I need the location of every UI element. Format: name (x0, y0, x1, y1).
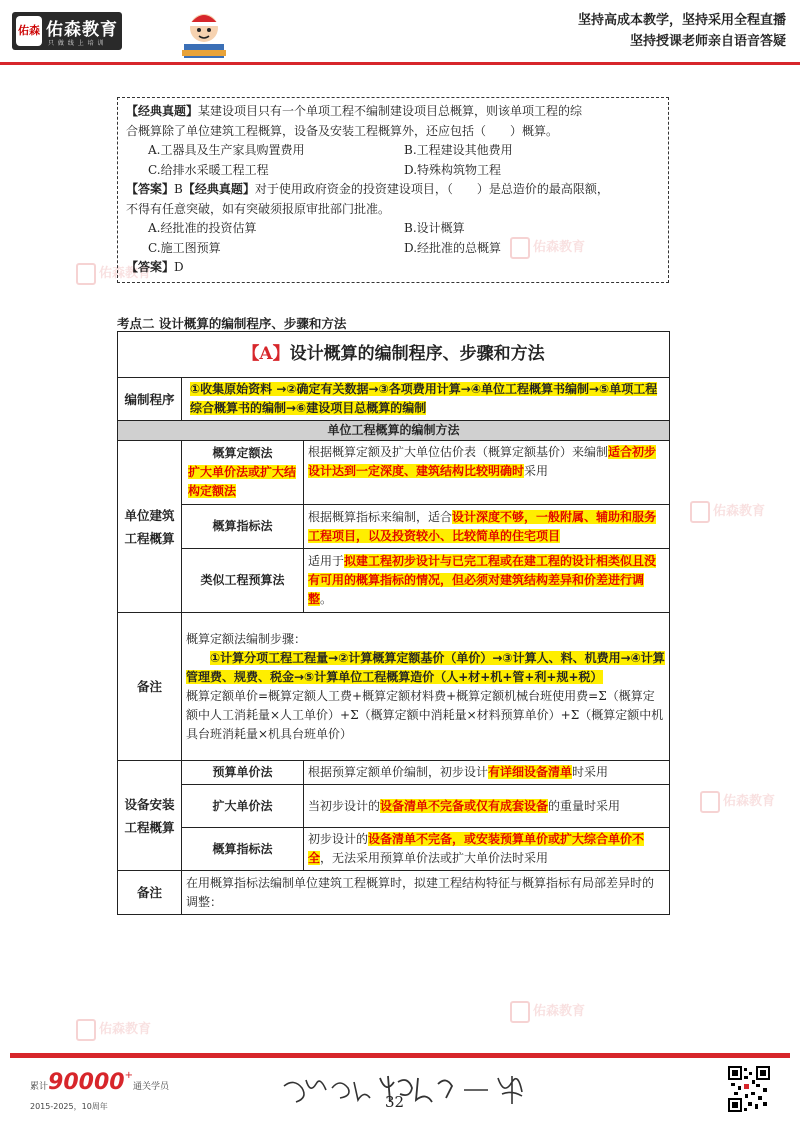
header-divider (0, 62, 800, 65)
description-highlight: 有详细设备清单 (488, 765, 573, 779)
anniversary-text: 2015-2025，10周年 (30, 1102, 108, 1111)
note-cell (182, 613, 670, 761)
table-row (118, 828, 670, 871)
page-number: 32 (385, 1093, 405, 1111)
description-tail: 的重量时采用 (548, 798, 621, 813)
method-description (304, 505, 670, 549)
table-row (118, 441, 670, 505)
question-1-cont: 合概算除了单位建筑工程概算，设备及安装工程概算外，还应包括（ ）概算。 (126, 123, 559, 138)
student-count (30, 1070, 169, 1095)
logo-subtitle: 只 做 线 上 培 训 (48, 40, 105, 47)
table-row (118, 549, 670, 613)
description-highlight: 设备清单不完备或仅有成套设备 (380, 798, 549, 813)
logo-seal-icon: 佑森 (16, 16, 42, 46)
description-text: 根据预算定额单价编制，初步设计 (308, 765, 489, 779)
brand-logo (12, 12, 122, 50)
method-name: 类似工程预算法 (182, 549, 304, 613)
method-description (304, 441, 670, 505)
slogan-line-2: 坚持授课老师亲自语音答疑 (629, 34, 786, 49)
question-text: 某建设项目只有一个单项工程不编制建设项目总概算，则该单项工程的综 (198, 104, 583, 118)
method-name: 扩大单价法 (182, 785, 304, 828)
description-text: 根据概算指标来编制，适合 (308, 509, 453, 524)
answer-value: D (174, 260, 184, 274)
option-d: D.特殊构筑物工程 (404, 162, 502, 177)
watermark (690, 500, 765, 523)
table-row (118, 421, 670, 441)
method-cell (182, 441, 304, 505)
watermark-text: 佑森教育 (533, 1004, 586, 1019)
description-text: 初步设计的 (308, 832, 369, 846)
watermark-text: 佑森教育 (533, 240, 586, 255)
table-row (118, 871, 670, 915)
watermark-text: 佑森教育 (99, 266, 152, 281)
option-a: A.工器具及生产家具购置费用 (148, 143, 305, 157)
table-row (118, 761, 670, 785)
description-highlight: 设备清单不完备，或安装预算单价或扩大综合单价不全 (308, 832, 645, 865)
description-highlight: 适合初步设计达到一定深度、建筑结构比较明确时 (308, 445, 657, 478)
note-formula: 概算定额单价=概算定额人工费+概算定额材料费+概算定额机械台班使用费=Σ（概算定额中人工消耗量×人工单价）+Σ（概算定额中消耗量×材料预算单价）+Σ（概算定额中机具台班消耗量×机具台班单价） (186, 688, 664, 741)
qr-code-icon (728, 1066, 770, 1112)
answer-label: 【答案】 (126, 260, 175, 274)
watermark (700, 790, 775, 813)
option-c: C.施工图预算 (148, 240, 221, 255)
answer-and-question-2 (126, 180, 660, 200)
description-tail: 。 (320, 592, 333, 606)
watermark-text: 佑森教育 (713, 504, 766, 519)
options-row (126, 219, 660, 239)
table-row (118, 378, 670, 421)
question-label: 【经典真题】 (182, 182, 255, 196)
table-row (118, 332, 670, 378)
subsection-header: 单位工程概算的编制方法 (118, 421, 670, 441)
note-steps: ①计算分项工程工程量→②计算概算定额基价（单价）→③计算人、料、机费用→④计算管理费、规费、税金→⑤计算单位工程概算造价（人+材+机+管+利+规+税） (186, 650, 665, 684)
method-name: 预算单价法 (182, 761, 304, 785)
row-label: 设备安装工程概算 (118, 761, 182, 871)
question-2-cont: 不得有任意突破，如有突破须报原审批部门批准。 (126, 201, 391, 216)
question-text: 对于使用政府资金的投资建设项目，（ ）是总造价的最高限额， (254, 182, 609, 196)
footer-divider (10, 1053, 790, 1058)
table-title-text: 设计概算的编制程序、步骤和方法 (289, 344, 545, 364)
method-description (304, 785, 670, 828)
method-description (304, 549, 670, 613)
answer-2 (126, 258, 660, 278)
watermark (510, 1000, 585, 1023)
section-title: 考点二 设计概算的编制程序、步骤和方法 (117, 316, 347, 331)
description-highlight: 拟建工程初步设计与已完工程或在建工程的设计相类似且没有可用的概算指标的情况，但必须对建筑结构差异和价差进行调整 (308, 554, 657, 606)
description-text: 适用于 (308, 554, 345, 568)
slogan-line-1: 坚持高成本教学，坚持采用全程直播 (577, 13, 786, 28)
row-label: 备注 (118, 613, 182, 761)
question-label: 【经典真题】 (126, 104, 199, 118)
option-c: C.给排水采暖工程工程 (148, 162, 269, 177)
description-highlight: 设计深度不够，一般附属、辅助和服务工程项目，以及投资较小、比较简单的住宅项目 (308, 509, 657, 543)
method-description (304, 761, 670, 785)
header-slogan (578, 10, 786, 52)
watermark-text: 佑森教育 (99, 1022, 152, 1037)
method-name: 概算指标法 (182, 828, 304, 871)
table-row (118, 505, 670, 549)
row-label: 备注 (118, 871, 182, 915)
row-label: 单位建筑工程概算 (118, 441, 182, 613)
stat-number: 90000 (48, 1070, 125, 1095)
level-badge: 【A】 (242, 344, 290, 364)
option-b: B.工程建设其他费用 (404, 143, 513, 157)
answer-value: B (174, 182, 183, 196)
answer-label: 【答案】 (126, 182, 175, 196)
page-header (0, 0, 800, 62)
description-text: 根据概算定额及扩大单位估价表（概算定额基价）来编制 (308, 445, 609, 459)
option-d: D.经批准的总概算 (404, 240, 502, 255)
stat-suffix: 通关学员 (132, 1082, 169, 1092)
description-tail: 时采用 (572, 765, 609, 779)
stat-prefix: 累计 (30, 1082, 49, 1092)
method-alias: 扩大单价法或扩大结构定额法 (188, 465, 297, 498)
watermark-text: 佑森教育 (723, 794, 776, 809)
procedure-cell (182, 378, 670, 421)
description-tail: 采用 (524, 464, 549, 478)
option-b: B.设计概算 (404, 221, 465, 235)
mascot-icon (178, 6, 230, 60)
calligraphy-motto (276, 1068, 542, 1114)
method-name: 概算指标法 (182, 505, 304, 549)
table-title (118, 332, 670, 378)
stat-plus: + (124, 1070, 133, 1081)
table-row (118, 785, 670, 828)
table-row (118, 613, 670, 761)
options-row (126, 141, 660, 161)
method-name: 概算定额法 (212, 446, 273, 460)
options-row (126, 161, 660, 181)
note-steps-block (186, 649, 665, 687)
logo-text: 佑森教育 (46, 20, 118, 40)
description-text: 当初步设计的 (308, 798, 381, 813)
method-description (304, 828, 670, 871)
question-1 (126, 102, 660, 122)
procedure-text: ①收集原始资料 →②确定有关数据→③各项费用计算→④单位工程概算书编制→⑤单项工程综合概算书的编制→⑥建设项目总概算的编制 (190, 382, 658, 415)
note-cell: 在用概算指标法编制单位建筑工程概算时，拟建工程结构特征与概算指标有局部差异时的调整： (182, 871, 670, 915)
watermark (76, 1018, 151, 1041)
description-tail: ，无法采用预算单价法或扩大单价法时采用 (320, 851, 549, 865)
option-a: A.经批准的投资估算 (148, 221, 257, 235)
note-intro: 概算定额法编制步骤： (186, 631, 307, 646)
row-label: 编制程序 (118, 378, 182, 421)
options-row (126, 239, 660, 259)
exam-question-box (117, 97, 669, 283)
summary-table (117, 331, 670, 915)
